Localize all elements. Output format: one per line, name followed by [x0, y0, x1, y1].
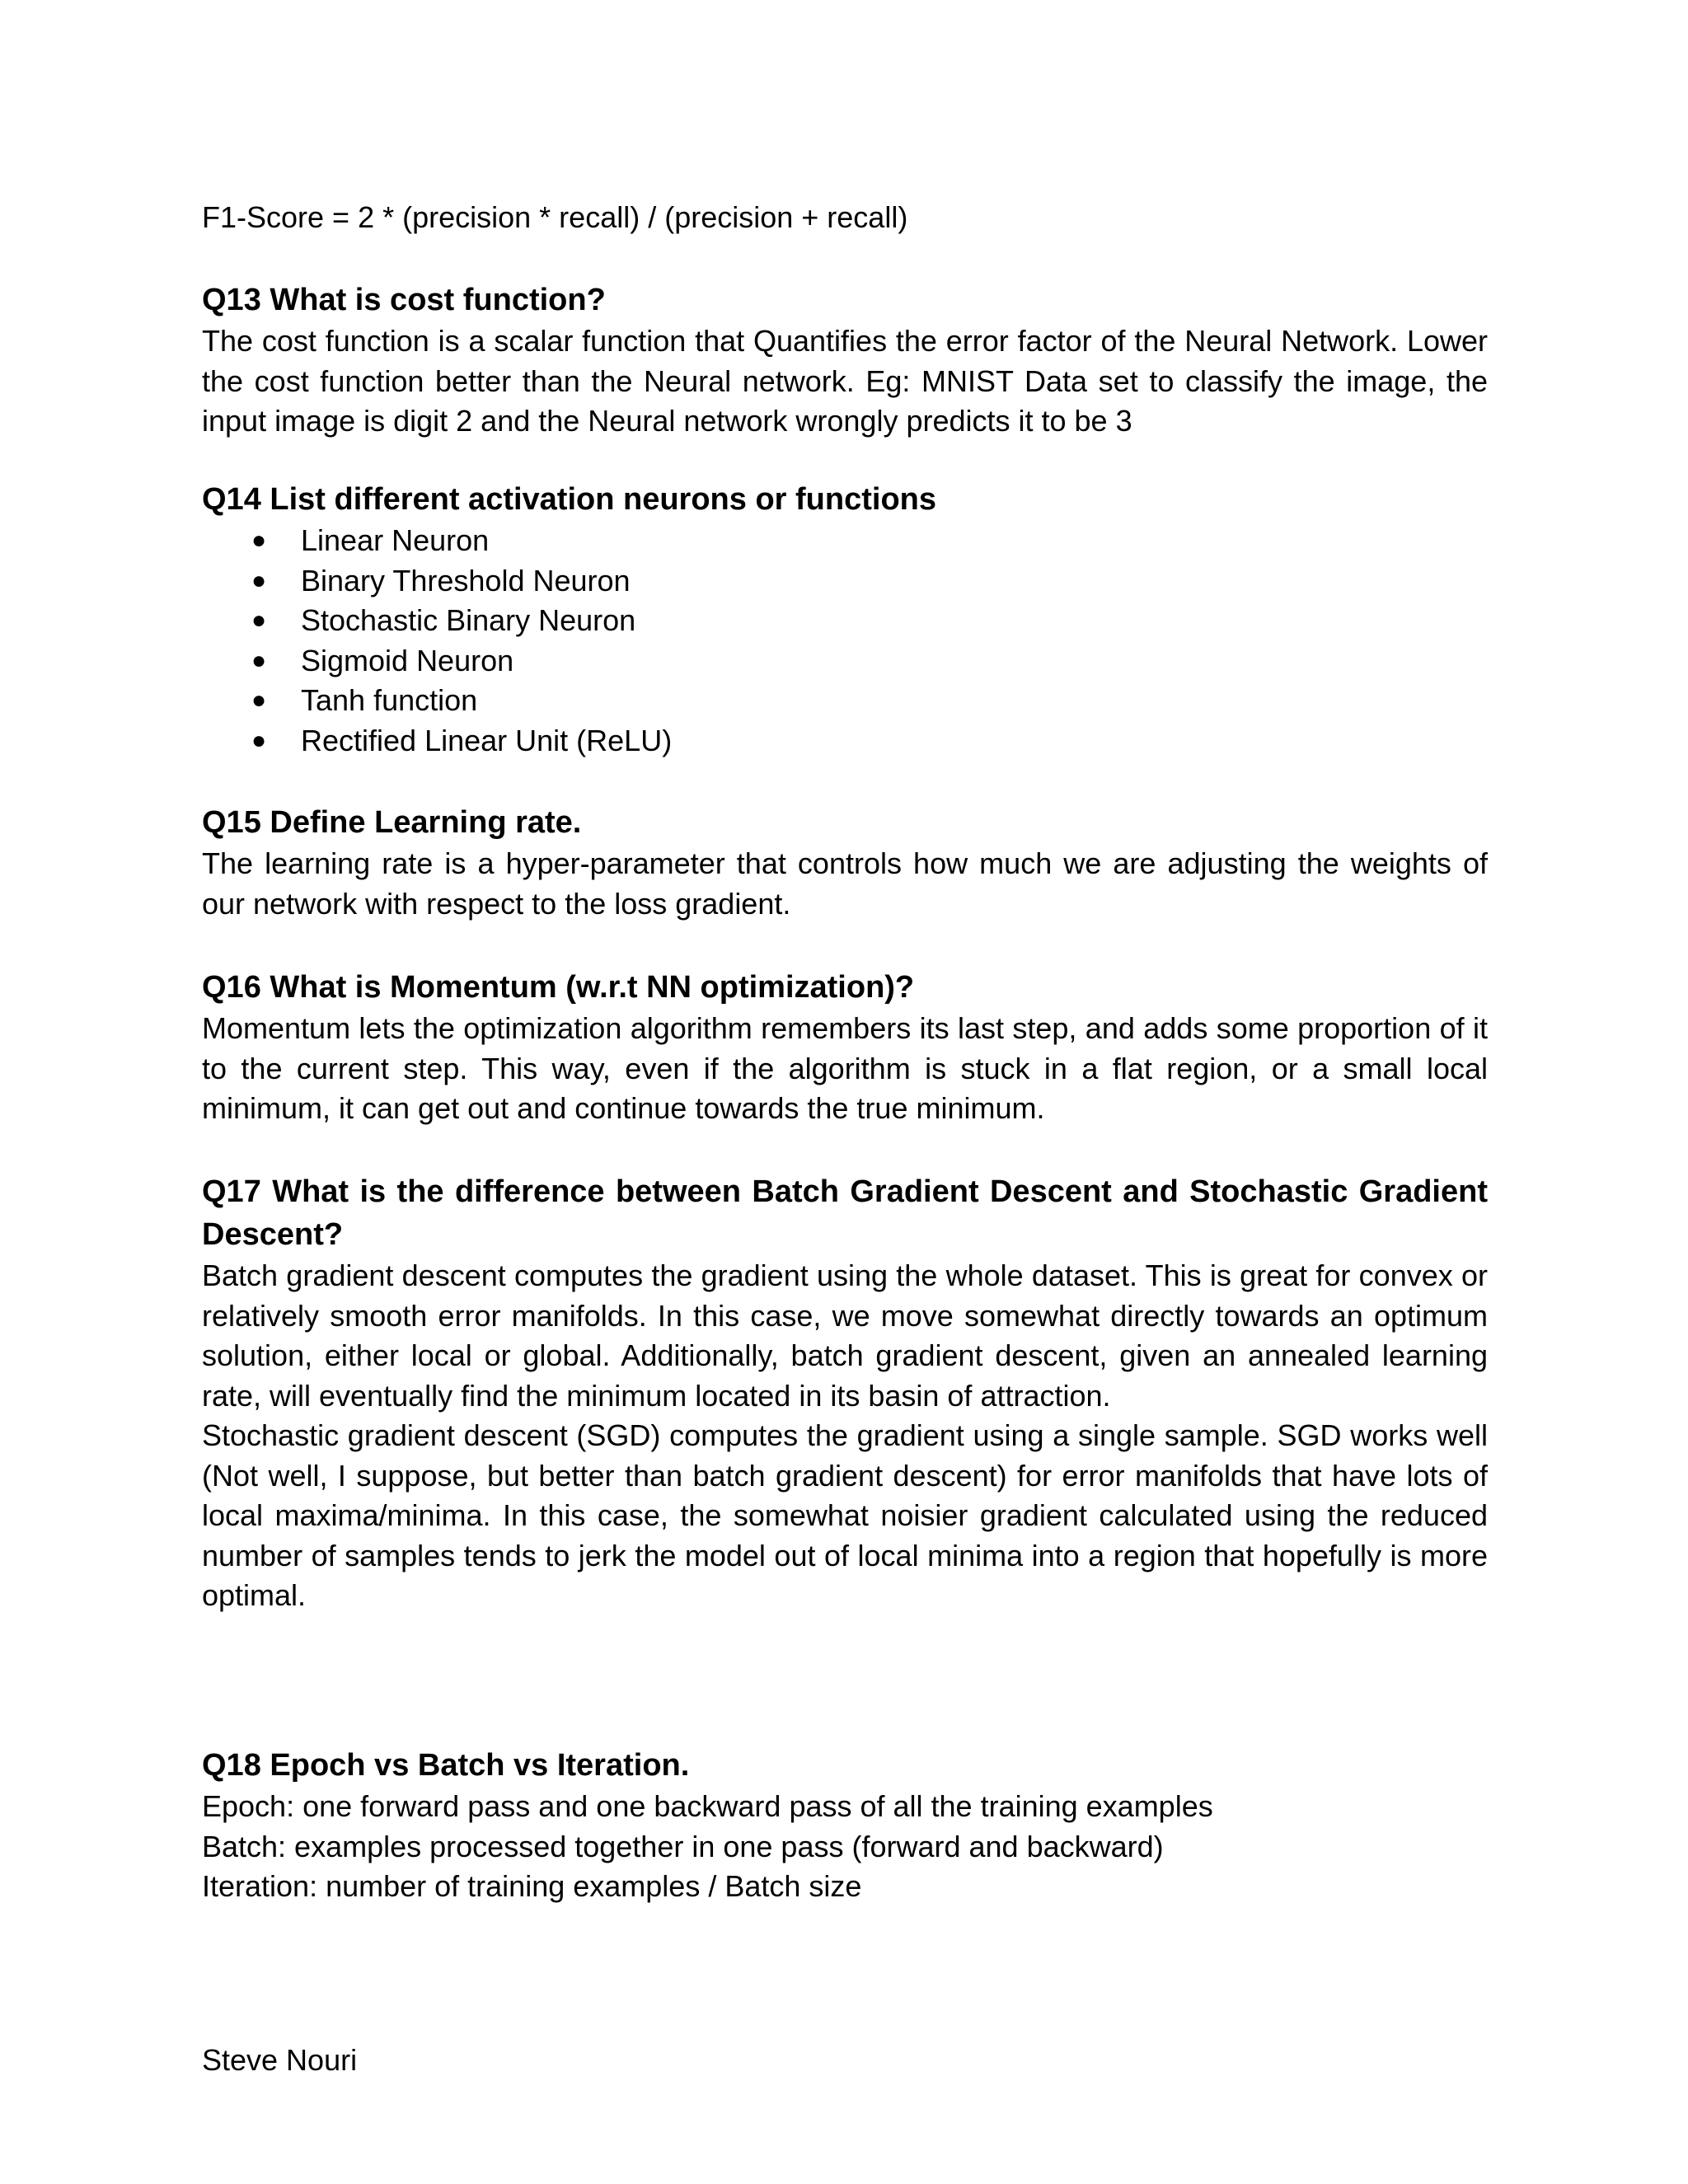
q17-body-sgd: Stochastic gradient descent (SGD) computes the gradient using a single sample. SGD works well (Not well, I suppose, but better than batch gradient descent) for error manifolds that have lots of local maxima/minima. In this case, the somewhat noisier gradient calculated using the reduced number of samples tends to jerk the model out of local minima into a region that hopefully is more optimal. — [202, 1418, 1488, 1612]
list-item-label: Linear Neuron — [301, 523, 490, 557]
bullet-icon: ● — [251, 646, 267, 674]
q15-section — [202, 801, 1488, 924]
q15-body: The learning rate is a hyper-parameter that controls how much we are adjusting the weights of our network with respect to the loss gradient. — [202, 846, 1488, 921]
bullet-icon: ● — [251, 566, 267, 594]
list-item-label: Binary Threshold Neuron — [301, 563, 631, 598]
list-item-label: Sigmoid Neuron — [301, 643, 514, 677]
list-item — [202, 681, 1488, 721]
q17-section — [202, 1170, 1488, 1616]
bullet-icon: ● — [251, 687, 267, 714]
list-item — [202, 721, 1488, 762]
q18-batch-line: Batch: examples processed together in one pass (forward and backward) — [202, 1829, 1164, 1863]
list-item-label: Stochastic Binary Neuron — [301, 603, 636, 637]
q14-heading: Q14 List different activation neurons or functions — [202, 482, 936, 517]
q18-iteration-line: Iteration: number of training examples / Batch size — [202, 1869, 862, 1903]
q13-body: The cost function is a scalar function that Quantifies the error factor of the Neural Network. Lower the cost function better than the Neural network. Eg: MNIST Data set to classify the image, the input image is digit 2 and the Neural network wrongly predicts it to be 3 — [202, 324, 1488, 438]
q13-heading: Q13 What is cost function? — [202, 283, 606, 317]
q18-heading: Q18 Epoch vs Batch vs Iteration. — [202, 1748, 690, 1783]
list-item — [202, 521, 1488, 561]
footer-author: Steve Nouri — [202, 2043, 358, 2077]
q15-heading: Q15 Define Learning rate. — [202, 805, 582, 840]
q14-section — [202, 478, 1488, 761]
f1-formula-line: F1-Score = 2 * (precision * recall) / (precision + recall) — [202, 200, 908, 234]
q13-section — [202, 279, 1488, 442]
q16-body: Momentum lets the optimization algorithm remembers its last step, and adds some proportion of it to the current step. This way, even if the algorithm is stuck in a flat region, or a small local minimum, it can get out and continue towards the true minimum. — [202, 1011, 1488, 1125]
q18-epoch-line: Epoch: one forward pass and one backward pass of all the training examples — [202, 1789, 1213, 1823]
list-item — [202, 561, 1488, 602]
list-item-label: Tanh function — [301, 683, 478, 717]
q16-section — [202, 966, 1488, 1129]
list-item — [202, 601, 1488, 641]
bullet-icon: ● — [251, 726, 267, 754]
q17-heading: Q17 What is the difference between Batch Gradient Descent and Stochastic Gradient Descent? — [202, 1174, 1488, 1252]
bullet-icon: ● — [251, 607, 267, 634]
bullet-icon: ● — [251, 527, 267, 554]
q17-body-batch: Batch gradient descent computes the gradient using the whole dataset. This is great for convex or relatively smooth error manifolds. In this case, we move somewhat directly towards an optimum solution, either local or global. Additionally, batch gradient descent, given an annealed learning rate, will eventually find the minimum located in its basin of attraction. — [202, 1258, 1488, 1413]
activation-function-list — [202, 521, 1488, 761]
q18-section — [202, 1744, 1488, 1907]
list-item-label: Rectified Linear Unit (ReLU) — [301, 723, 673, 757]
list-item — [202, 641, 1488, 682]
q16-heading: Q16 What is Momentum (w.r.t NN optimization)? — [202, 970, 915, 1005]
